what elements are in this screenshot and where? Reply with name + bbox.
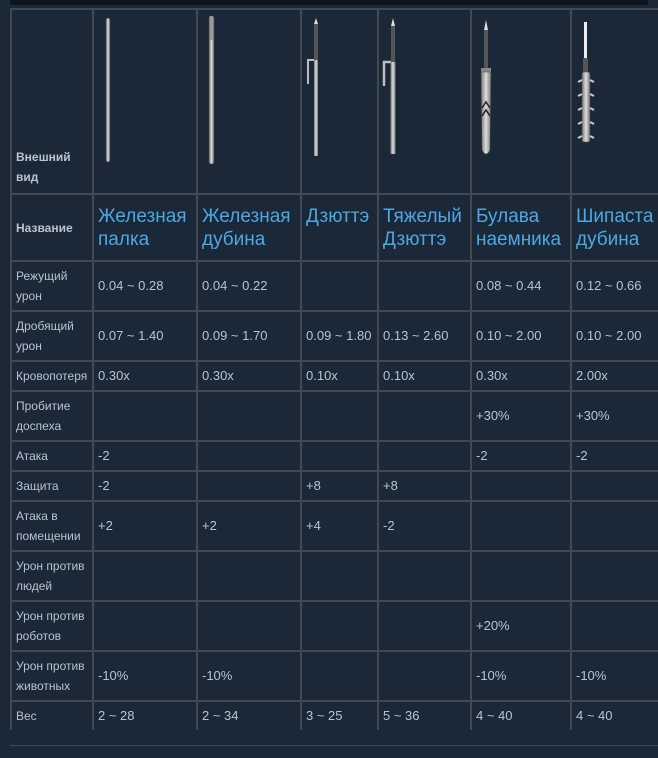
row-label-appearance: Внешний вид bbox=[11, 9, 93, 194]
weapon-name bbox=[301, 194, 378, 261]
cutting-row bbox=[11, 261, 658, 311]
table-cell: 0.07 ~ 1.40 bbox=[93, 311, 197, 361]
weapon-name bbox=[571, 194, 658, 261]
row-label-defense: Защита bbox=[11, 471, 93, 501]
weapon-image-cell bbox=[471, 9, 571, 194]
top-bar bbox=[10, 0, 648, 5]
weapon-name-line1: Шипаста bbox=[576, 205, 654, 227]
table-cell bbox=[471, 551, 571, 601]
weapon-name bbox=[378, 194, 471, 261]
row-label-weight: Вес bbox=[11, 701, 93, 730]
table-cell bbox=[301, 441, 378, 471]
table-cell bbox=[197, 471, 301, 501]
weapon-name-line2: наемника bbox=[476, 228, 562, 250]
table-cell: +8 bbox=[378, 471, 471, 501]
weapons-table-wrapper bbox=[10, 8, 658, 730]
row-label-name: Название bbox=[11, 194, 93, 261]
table-cell: 2.00x bbox=[571, 361, 658, 391]
table-cell bbox=[378, 651, 471, 701]
table-cell: +20% bbox=[471, 601, 571, 651]
table-cell: 0.12 ~ 0.66 bbox=[571, 261, 658, 311]
table-cell bbox=[301, 551, 378, 601]
row-label-indoor: Атака в помещении bbox=[11, 501, 93, 551]
table-cell: -2 bbox=[571, 441, 658, 471]
weapon-name-line1: Дзюттэ bbox=[306, 206, 370, 227]
table-cell bbox=[571, 601, 658, 651]
weapon-name-line2: палка bbox=[98, 228, 150, 250]
heavy-jitte-icon bbox=[379, 10, 469, 170]
row-label-bleed: Кровопотеря bbox=[11, 361, 93, 391]
table-cell: -10% bbox=[197, 651, 301, 701]
weapon-image-cell bbox=[93, 9, 197, 194]
table-cell bbox=[197, 391, 301, 441]
table-cell: 0.10 ~ 2.00 bbox=[571, 311, 658, 361]
row-label-vs-humans: Урон против людей bbox=[11, 551, 93, 601]
table-cell: 0.30x bbox=[93, 361, 197, 391]
row-label-vs-robots: Урон против роботов bbox=[11, 601, 93, 651]
table-cell bbox=[378, 261, 471, 311]
weapon-name bbox=[471, 194, 571, 261]
table-cell: 4 ~ 40 bbox=[471, 701, 571, 730]
table-cell: -10% bbox=[471, 651, 571, 701]
weapon-name-line1: Железная bbox=[98, 205, 187, 227]
iron-rod-icon bbox=[94, 10, 194, 170]
table-cell bbox=[93, 551, 197, 601]
table-cell: +8 bbox=[301, 471, 378, 501]
table-cell: 0.09 ~ 1.70 bbox=[197, 311, 301, 361]
table-cell bbox=[378, 391, 471, 441]
table-cell: -2 bbox=[378, 501, 471, 551]
table-cell: 0.08 ~ 0.44 bbox=[471, 261, 571, 311]
indoor-row bbox=[11, 501, 658, 551]
blunt-row bbox=[11, 311, 658, 361]
table-cell: 4 ~ 40 bbox=[571, 701, 658, 730]
table-cell bbox=[378, 551, 471, 601]
spiked-club-icon bbox=[572, 10, 658, 170]
table-cell: 3 ~ 25 bbox=[301, 701, 378, 730]
weapons-table bbox=[10, 8, 658, 730]
table-cell: +2 bbox=[197, 501, 301, 551]
weapon-name-line2: дубина bbox=[202, 228, 266, 250]
table-cell bbox=[471, 501, 571, 551]
mercenary-mace-icon bbox=[472, 10, 570, 170]
weapon-name-line1: Железная bbox=[202, 205, 291, 227]
table-cell bbox=[93, 391, 197, 441]
attack-row bbox=[11, 441, 658, 471]
armor-pen-row bbox=[11, 391, 658, 441]
weapon-image-cell bbox=[378, 9, 471, 194]
table-cell bbox=[301, 601, 378, 651]
weight-row bbox=[11, 701, 658, 730]
table-cell: +4 bbox=[301, 501, 378, 551]
row-label-attack: Атака bbox=[11, 441, 93, 471]
row-label-blunt: Дробящий урон bbox=[11, 311, 93, 361]
table-cell: 0.30x bbox=[197, 361, 301, 391]
bleed-row bbox=[11, 361, 658, 391]
weapon-name-line2: Дзюттэ bbox=[383, 228, 447, 250]
table-cell: 0.04 ~ 0.28 bbox=[93, 261, 197, 311]
row-label-cutting: Режущий урон bbox=[11, 261, 93, 311]
row-label-vs-animals: Урон против животных bbox=[11, 651, 93, 701]
table-cell: 0.04 ~ 0.22 bbox=[197, 261, 301, 311]
appearance-row bbox=[11, 9, 658, 194]
table-cell: 5 ~ 36 bbox=[378, 701, 471, 730]
table-cell bbox=[378, 601, 471, 651]
table-cell: 0.30x bbox=[471, 361, 571, 391]
table-cell: -10% bbox=[93, 651, 197, 701]
table-cell: 0.10 ~ 2.00 bbox=[471, 311, 571, 361]
weapon-name bbox=[93, 194, 197, 261]
table-cell bbox=[571, 551, 658, 601]
table-cell: 0.10x bbox=[378, 361, 471, 391]
weapon-name-line1: Тяжелый bbox=[383, 205, 462, 227]
table-cell: +30% bbox=[571, 391, 658, 441]
table-cell bbox=[197, 551, 301, 601]
table-cell: 2 ~ 28 bbox=[93, 701, 197, 730]
table-cell: -2 bbox=[93, 441, 197, 471]
jitte-icon bbox=[302, 10, 377, 170]
table-cell bbox=[301, 391, 378, 441]
bottom-divider bbox=[10, 745, 658, 746]
table-cell: 0.10x bbox=[301, 361, 378, 391]
weapon-name-line1: Булава bbox=[476, 205, 540, 227]
table-cell: 0.09 ~ 1.80 bbox=[301, 311, 378, 361]
vs-robots-row bbox=[11, 601, 658, 651]
weapon-name bbox=[197, 194, 301, 261]
table-cell bbox=[471, 471, 571, 501]
table-cell: -10% bbox=[571, 651, 658, 701]
weapon-image-cell bbox=[301, 9, 378, 194]
weapon-image-cell bbox=[571, 9, 658, 194]
table-cell: -2 bbox=[471, 441, 571, 471]
table-cell bbox=[571, 471, 658, 501]
table-cell bbox=[571, 501, 658, 551]
table-cell bbox=[197, 441, 301, 471]
table-cell bbox=[197, 601, 301, 651]
table-cell bbox=[93, 601, 197, 651]
defense-row bbox=[11, 471, 658, 501]
weapon-name-line2: дубина bbox=[576, 228, 640, 250]
table-cell: 0.13 ~ 2.60 bbox=[378, 311, 471, 361]
iron-club-icon bbox=[198, 10, 298, 170]
vs-humans-row bbox=[11, 551, 658, 601]
vs-animals-row bbox=[11, 651, 658, 701]
name-row bbox=[11, 194, 658, 261]
table-cell bbox=[301, 261, 378, 311]
weapon-image-cell bbox=[197, 9, 301, 194]
table-cell: +30% bbox=[471, 391, 571, 441]
table-cell: 2 ~ 34 bbox=[197, 701, 301, 730]
table-cell: +2 bbox=[93, 501, 197, 551]
table-cell: -2 bbox=[93, 471, 197, 501]
table-cell bbox=[301, 651, 378, 701]
table-cell bbox=[378, 441, 471, 471]
row-label-armor-pen: Пробитие доспеха bbox=[11, 391, 93, 441]
